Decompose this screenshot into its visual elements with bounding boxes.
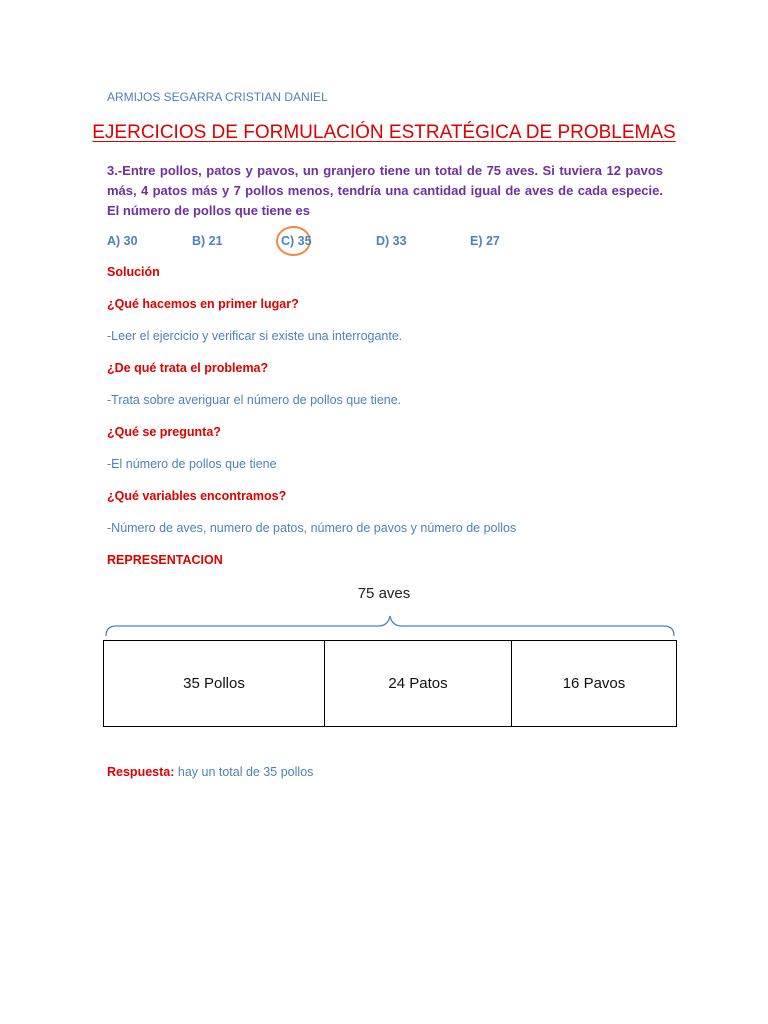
diagram-total-label: 75 aves [357,585,411,602]
solution-heading: Solución [107,265,160,279]
document-title: EJERCICIOS DE FORMULACIÓN ESTRATÉGICA DE PROBLEMAS [92,122,676,143]
answer-label: Respuesta: [107,765,175,779]
segment-pavos: 16 Pavos [511,641,676,726]
question-1: ¿Qué hacemos en primer lugar? [107,297,299,311]
author-name: ARMIJOS SEGARRA CRISTIAN DANIEL [107,90,328,104]
answer-1: -Leer el ejercicio y verificar si existe una interrogante. [107,329,403,343]
question-3: ¿Qué se pregunta? [107,425,221,439]
question-2: ¿De qué trata el problema? [107,361,269,375]
option-d: D) 33 [376,234,407,248]
question-4: ¿Qué variables encontramos? [107,489,287,503]
segment-bar [103,640,677,727]
problem-statement: 3.-Entre pollos, patos y pavos, un granjero tiene un total de 75 aves. Si tuviera 12 pavos más, 4 patos más y 7 pollos menos, tendría una cantidad igual de aves de cada especie. El número de pollos que tiene es [107,163,663,218]
answer-4: -Número de aves, numero de patos, número de pavos y número de pollos [107,521,517,535]
segment-patos: 24 Patos [324,641,511,726]
answer-text: hay un total de 35 pollos [177,765,314,779]
option-b: B) 21 [192,234,223,248]
option-a: A) 30 [107,234,138,248]
curly-brace [104,612,678,638]
answer-line [107,765,313,779]
representation-heading: REPRESENTACION [107,553,223,567]
answer-2: -Trata sobre averiguar el número de pollos que tiene. [107,393,402,407]
option-e: E) 27 [470,234,500,248]
option-c: C) 35 [281,234,312,248]
answer-3: -El número de pollos que tiene [107,457,277,471]
segment-pollos: 35 Pollos [183,675,245,692]
